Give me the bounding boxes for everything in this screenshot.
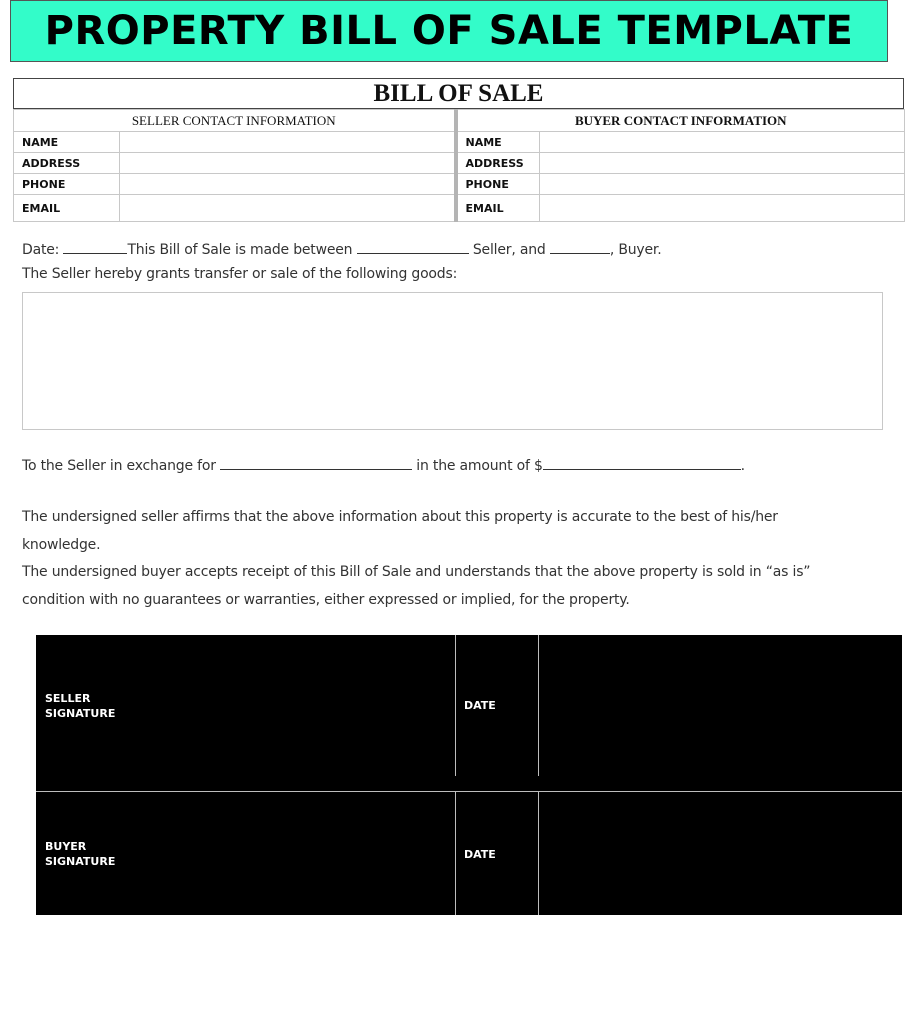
seller-address-label: ADDRESS [14,153,120,174]
seller-contact-header: SELLER CONTACT INFORMATION [14,110,456,132]
buyer-signature-label-line-2: SIGNATURE [45,855,116,868]
seller-address-field[interactable] [120,153,456,174]
bill-of-sale-heading: BILL OF SALE [13,78,904,109]
buyer-date-label: DATE [464,848,496,861]
seller-date-label: DATE [464,699,496,712]
buyer-name-field[interactable] [540,132,905,153]
buyer-signature-cell[interactable] [36,792,456,915]
contact-information-table [13,109,905,222]
date-blank[interactable] [63,239,127,254]
seller-signature-label-line-1: SELLER [45,692,91,705]
buyer-date-field[interactable] [539,792,902,915]
buyer-accept-line-1: The undersigned buyer accepts receipt of this Bill of Sale and understands that the above property is sold in “as is” [22,564,811,580]
seller-phone-label: PHONE [14,174,120,195]
seller-affirm-line-1: The undersigned seller affirms that the above information about this property is accurate to the best of his/her [22,509,778,525]
seller-signature-label-line-2: SIGNATURE [45,707,116,720]
exchange-blank[interactable] [220,455,412,470]
buyer-name-label: NAME [456,132,540,153]
signature-spacer [36,776,902,791]
buyer-signature-row [36,791,902,915]
seller-date-field[interactable] [539,635,902,776]
seller-email-field[interactable] [120,195,456,222]
grants-line: The Seller hereby grants transfer or sale of the following goods: [22,266,458,282]
amount-end: . [740,458,745,474]
goods-description-box[interactable] [22,292,883,430]
buyer-address-label: ADDRESS [456,153,540,174]
seller-name-blank[interactable] [357,239,469,254]
made-between-text: This Bill of Sale is made between [127,242,353,258]
seller-email-label: EMAIL [14,195,120,222]
seller-signature-row [36,635,902,776]
buyer-name-blank[interactable] [550,239,610,254]
seller-signature-label [45,691,125,721]
buyer-date-label-cell [456,792,539,915]
seller-name-label: NAME [14,132,120,153]
buyer-phone-label: PHONE [456,174,540,195]
seller-name-field[interactable] [120,132,456,153]
buyer-contact-header: BUYER CONTACT INFORMATION [456,110,905,132]
date-label: Date: [22,242,60,258]
buyer-email-field[interactable] [540,195,905,222]
buyer-email-label: EMAIL [456,195,540,222]
seller-and-text: Seller, and [472,242,546,258]
buyer-signature-label [45,839,125,869]
seller-signature-cell[interactable] [36,635,456,776]
buyer-address-field[interactable] [540,153,905,174]
date-parties-line [22,239,661,258]
seller-date-label-cell [456,635,539,776]
exchange-line [22,455,745,474]
exchange-prefix: To the Seller in exchange for [22,458,216,474]
amount-blank[interactable] [543,455,741,470]
buyer-phone-field[interactable] [540,174,905,195]
page-title: PROPERTY BILL OF SALE TEMPLATE [44,8,854,54]
amount-label: in the amount of $ [416,458,543,474]
seller-phone-field[interactable] [120,174,456,195]
buyer-end-text: , Buyer. [609,242,662,258]
title-banner [10,0,888,62]
buyer-accept-line-2: condition with no guarantees or warranties, either expressed or implied, for the property. [22,592,630,608]
buyer-signature-label-line-1: BUYER [45,840,87,853]
seller-affirm-line-2: knowledge. [22,537,101,553]
